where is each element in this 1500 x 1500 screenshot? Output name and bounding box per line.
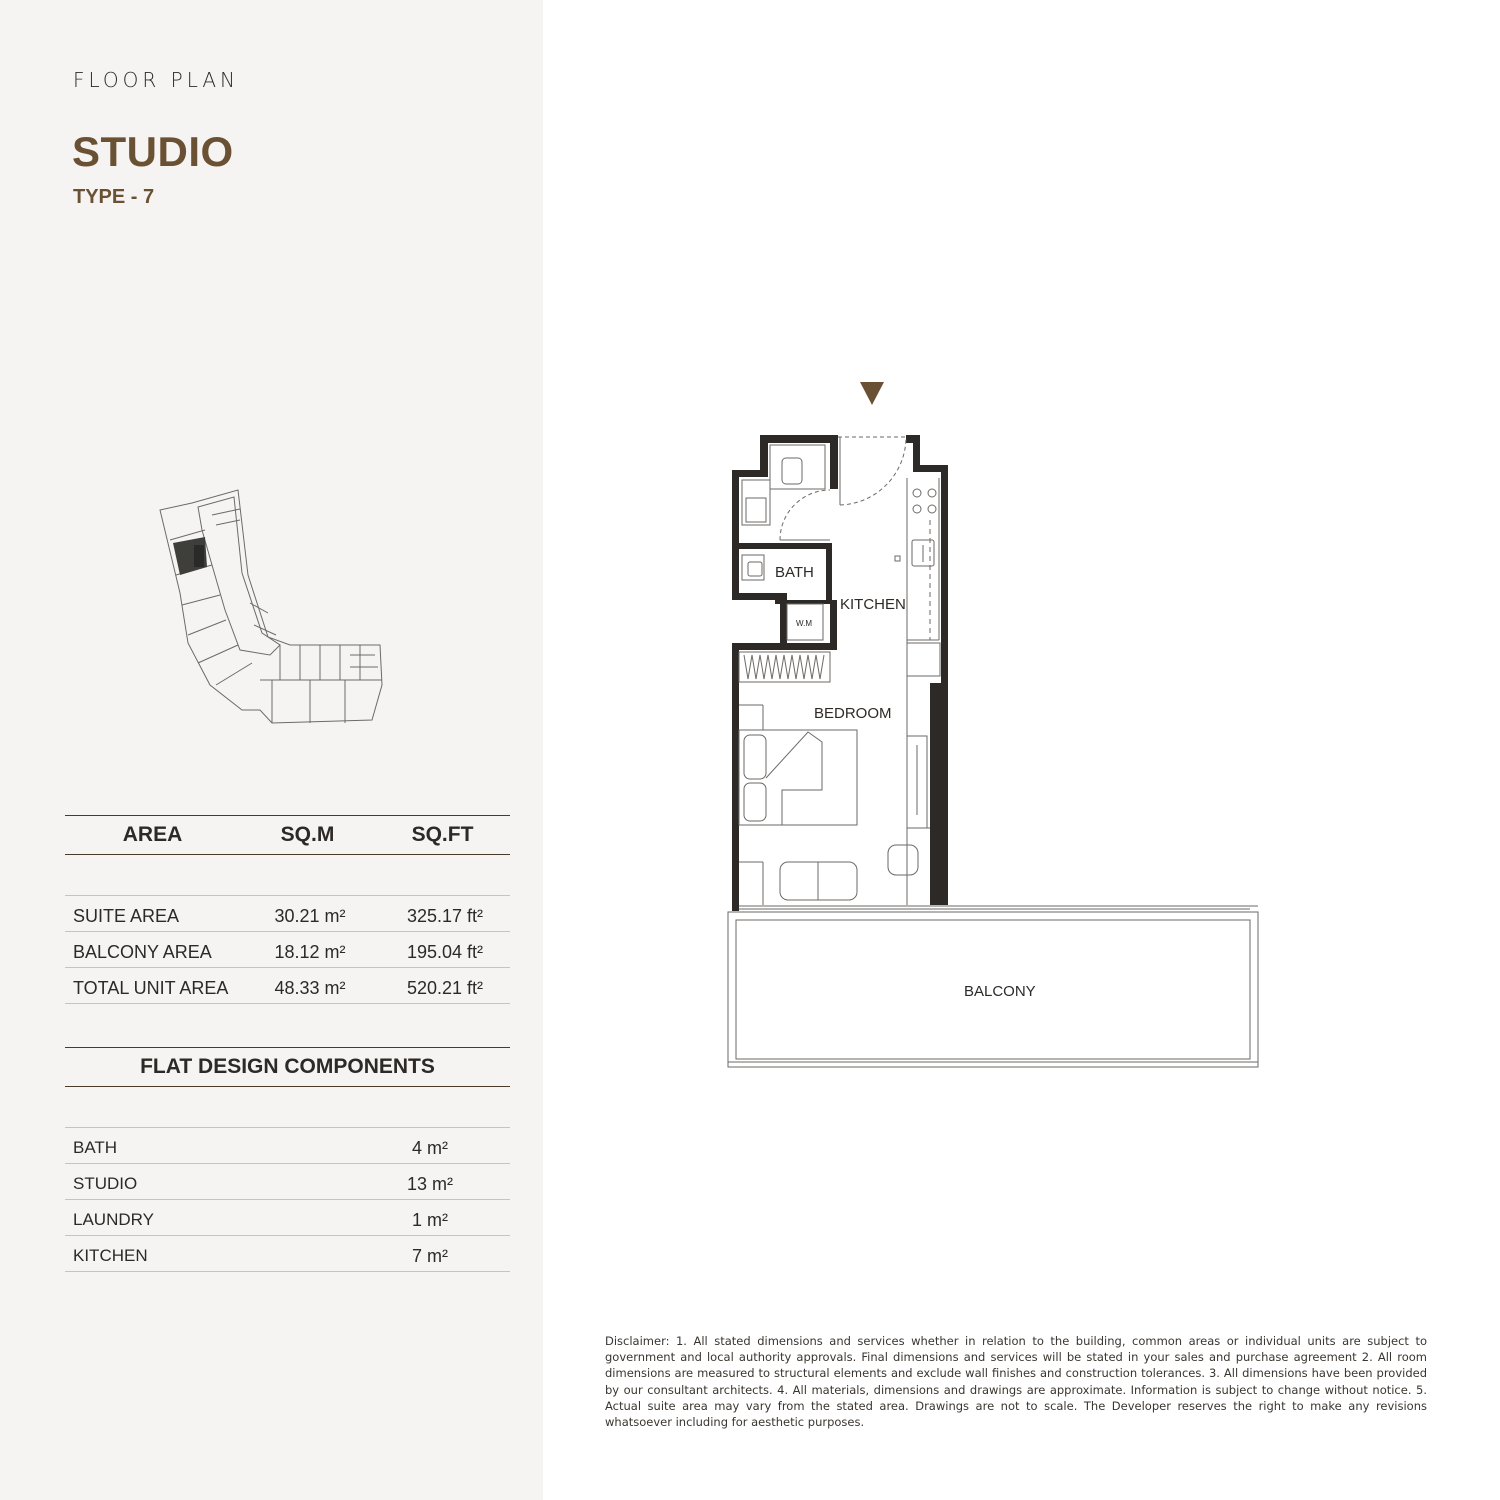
- row-sqft: 325.17 ft²: [406, 906, 484, 926]
- table-row: [65, 1200, 510, 1236]
- info-panel: [0, 0, 543, 1500]
- table-row: [65, 968, 510, 1004]
- table-row: [65, 1236, 510, 1272]
- row-label: SUITE AREA: [73, 906, 180, 926]
- room-label-kitchen: KITCHEN: [840, 596, 906, 613]
- page-title: STUDIO: [72, 128, 234, 175]
- row-label: STUDIO: [73, 1174, 138, 1193]
- page-eyebrow: FLOOR PLAN: [73, 68, 239, 92]
- key-plan-diagram: [150, 485, 390, 730]
- room-label-balcony: BALCONY: [964, 983, 1036, 1000]
- row-sqm: 18.12 m²: [274, 942, 346, 962]
- room-label-bedroom: BEDROOM: [814, 705, 892, 722]
- table-row: [65, 896, 510, 932]
- table-row: [65, 932, 510, 968]
- row-value: 4 m²: [412, 1138, 448, 1158]
- washing-machine-label: W.M: [796, 619, 812, 628]
- row-label: KITCHEN: [73, 1246, 148, 1265]
- row-sqm: 48.33 m²: [274, 978, 346, 998]
- table-row: [65, 1128, 510, 1164]
- floor-plan-drawing: [700, 370, 1300, 1090]
- row-sqft: 195.04 ft²: [406, 942, 484, 962]
- table-spacer: [65, 1087, 510, 1128]
- area-table: [65, 815, 510, 1004]
- table-row: [65, 1164, 510, 1200]
- table-spacer: [65, 855, 510, 896]
- header-sqft: SQ.FT: [411, 823, 474, 846]
- row-value: 1 m²: [412, 1210, 448, 1230]
- row-label: LAUNDRY: [73, 1210, 154, 1229]
- row-label: BALCONY AREA: [73, 942, 212, 962]
- room-label-bath: BATH: [775, 564, 814, 581]
- entry-arrow-icon: [860, 382, 884, 405]
- row-sqft: 520.21 ft²: [406, 978, 484, 998]
- unit-type: TYPE - 7: [73, 186, 155, 208]
- row-value: 13 m²: [406, 1174, 453, 1194]
- area-table-header: [65, 815, 510, 855]
- row-label: BATH: [73, 1138, 118, 1157]
- row-label: TOTAL UNIT AREA: [73, 978, 229, 998]
- components-table: [65, 1047, 510, 1272]
- row-sqm: 30.21 m²: [274, 906, 346, 926]
- header-area: AREA: [122, 823, 183, 846]
- row-value: 7 m²: [412, 1246, 448, 1266]
- components-table-header: FLAT DESIGN COMPONENTS: [65, 1047, 510, 1087]
- disclaimer-text: Disclaimer: 1. All stated dimensions and services whether in relation to the building, common areas or individual units are subject to government and local authority approvals. Final dimensions and services will be stated in your sales and purchase agreement 2. All room dimensions are measured to structural elements and exclude wall finishes and construction tolerances. 3. All dimensions have been provided by our consultant architects. 4. All materials, dimensions and drawings are approximate. Information is subject to change without notice. 5. Actual suite area may vary from the stated area. Drawings are not to scale. The Developer reserves the right to make any revisions whatsoever including for aesthetic purposes.: [605, 1334, 1427, 1430]
- header-sqm: SQ.M: [280, 823, 335, 846]
